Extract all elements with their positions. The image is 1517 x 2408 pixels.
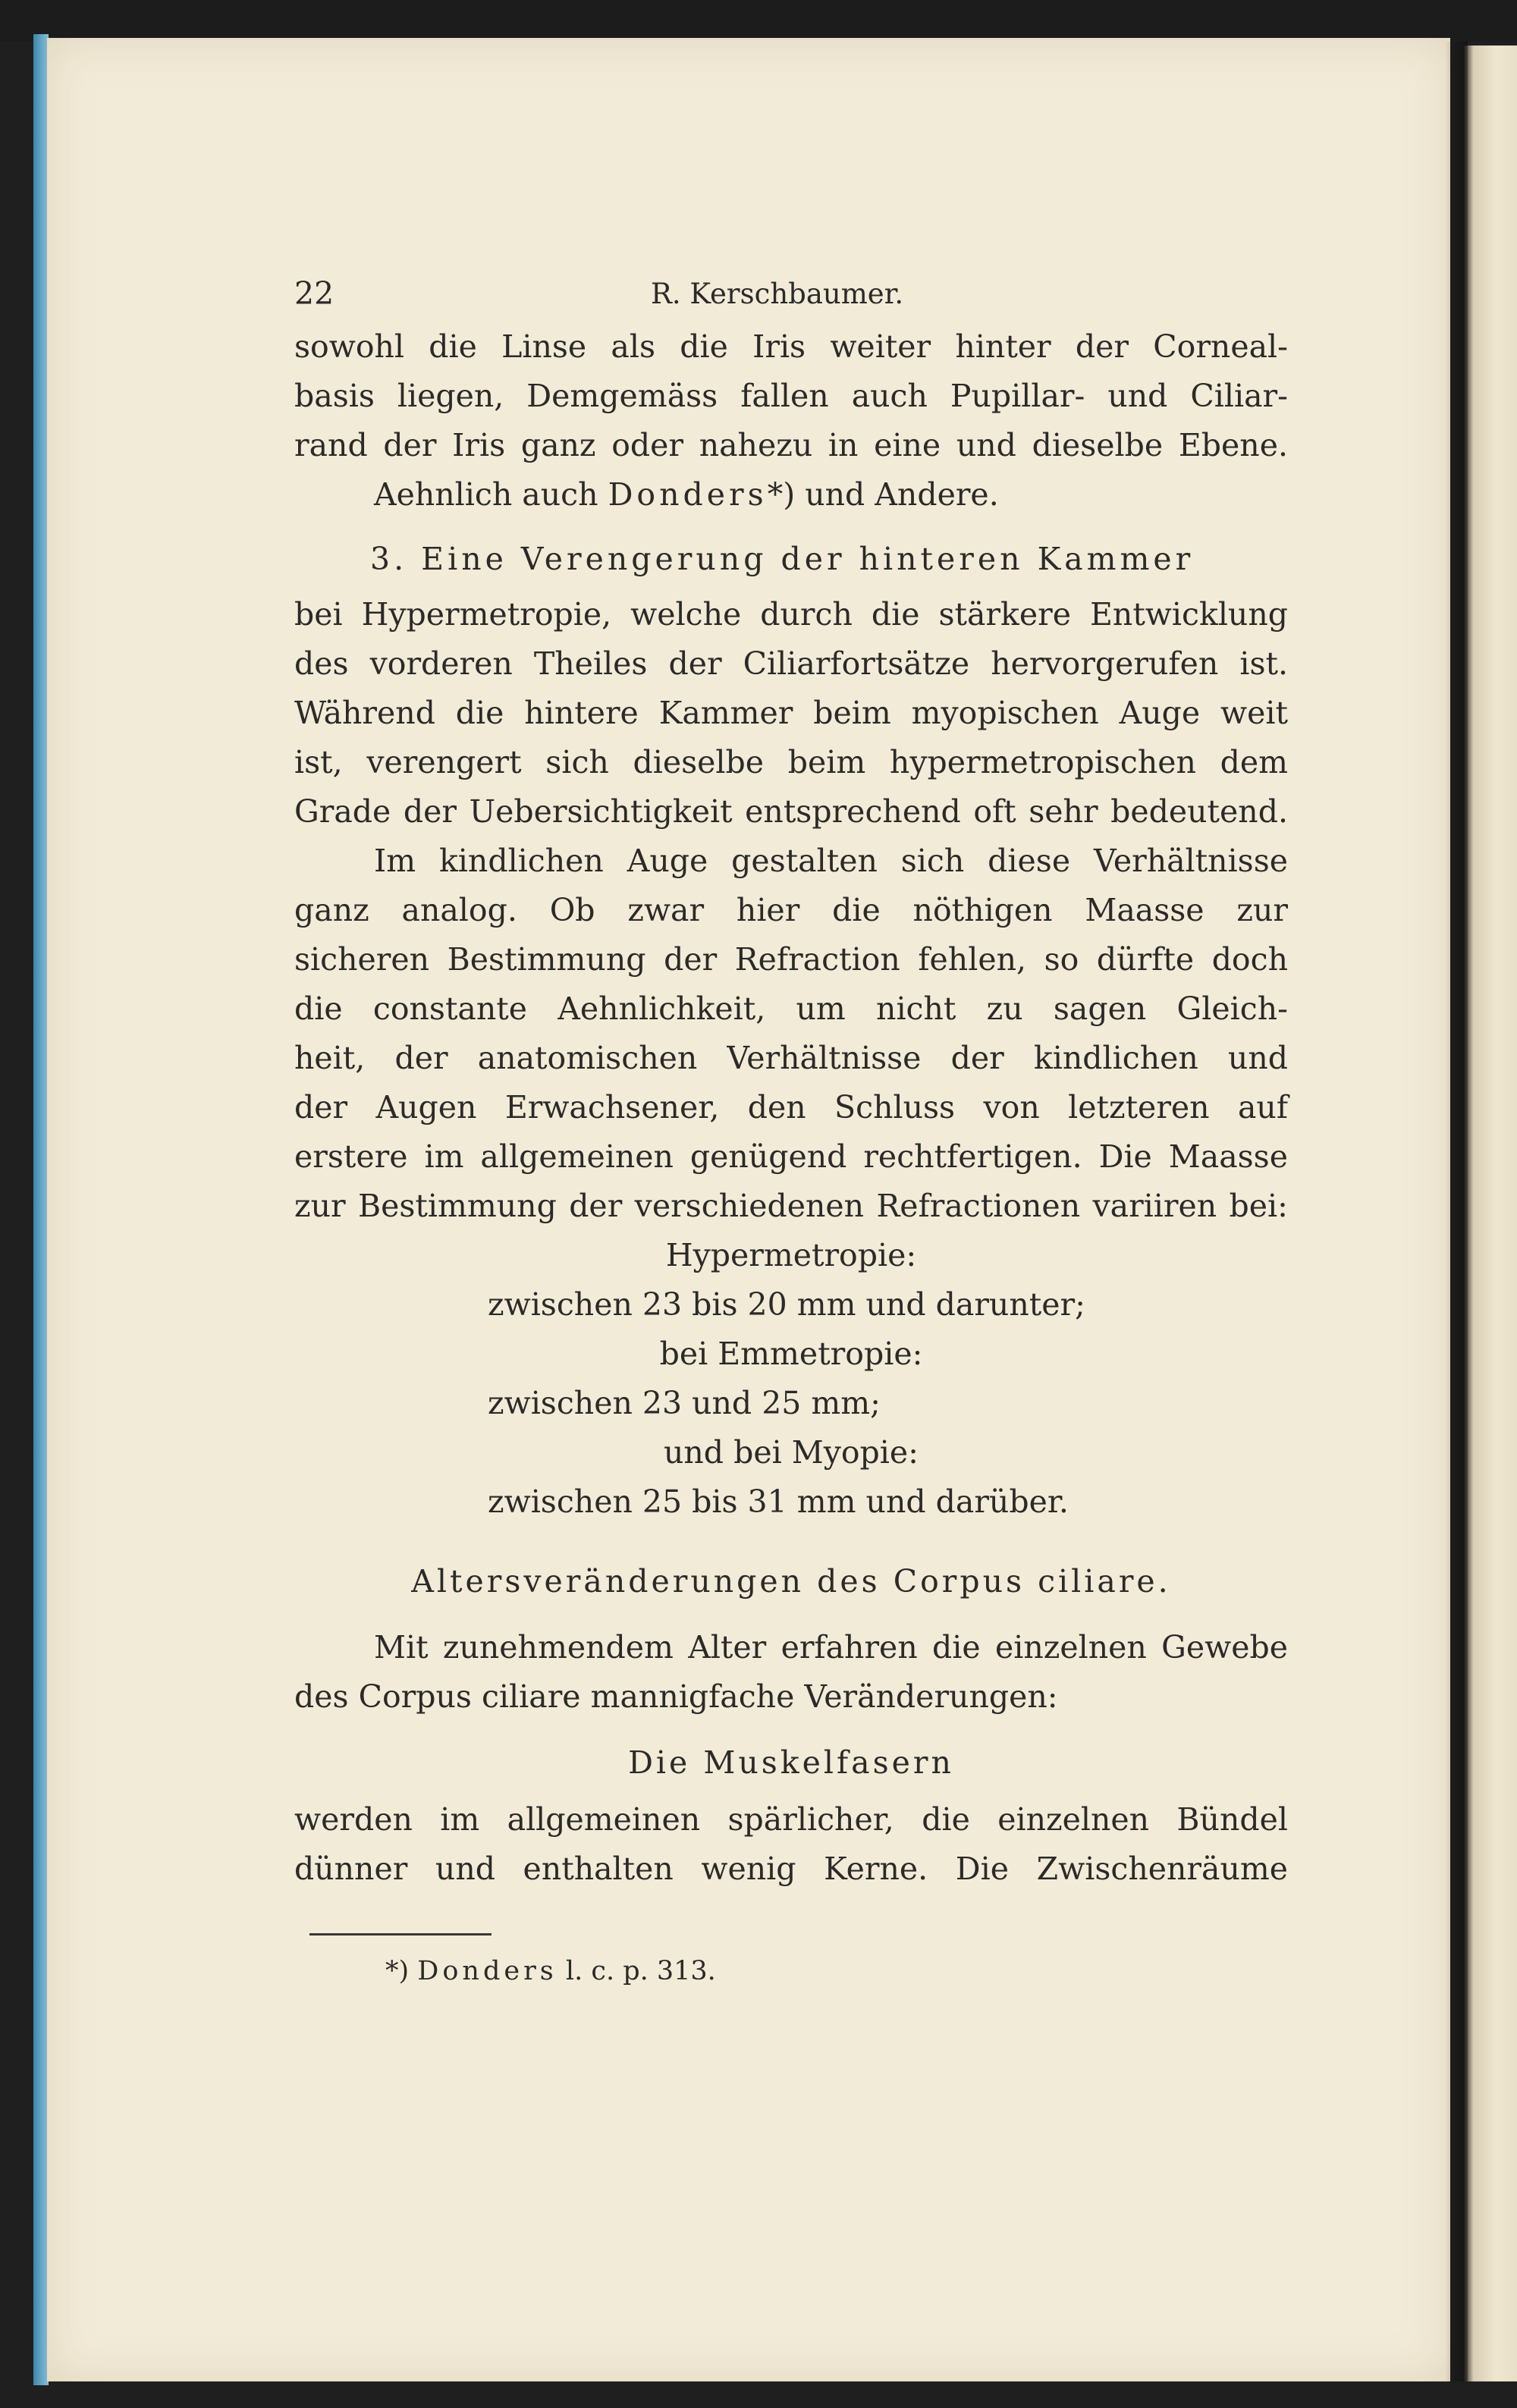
text-line: Mit zunehmendem Alter erfahren die einzelnen Gewebe: [374, 1629, 1288, 1666]
paragraph-6: [294, 1795, 1288, 1894]
text-line: heit, der anatomischen Verhältnisse der kindlichen und: [294, 1040, 1288, 1076]
measurement-list: [294, 1231, 1288, 1527]
author-name: Donders: [608, 476, 768, 513]
footnote-reference: l. c. p. 313.: [557, 1956, 716, 1986]
cover-edge: [33, 34, 49, 2385]
subheading: Die Muskelfasern: [628, 1744, 954, 1781]
measure-label: und bei Myopie:: [663, 1434, 919, 1471]
measure-label: Hypermetropie:: [665, 1237, 917, 1273]
running-head: R. Kerschbaumer.: [651, 278, 904, 310]
numbered-heading: 3. Eine Verengerung der hinteren Kammer: [370, 541, 1195, 577]
text-line: Während die hintere Kammer beim myopischen Auge weit: [294, 695, 1288, 731]
text-line: der Augen Erwachsener, den Schluss von letzteren auf: [294, 1089, 1288, 1126]
text-line: die constante Aehnlichkeit, um nicht zu sagen Gleich-: [294, 991, 1288, 1027]
paragraph-2: [294, 470, 1288, 520]
text-line: erstere im allgemeinen genügend rechtfertigen. Die Maasse: [294, 1138, 1288, 1175]
measure-value: zwischen 23 und 25 mm;: [488, 1385, 881, 1421]
adjacent-page-edge: [1464, 46, 1517, 2381]
text-line: werden im allgemeinen spärlicher, die einzelnen Bündel: [294, 1801, 1288, 1838]
gutter-shadow: [1445, 42, 1468, 2381]
text-line: Im kindlichen Auge gestalten sich diese Verhältnisse: [374, 843, 1288, 879]
footnote-marker: *): [385, 1956, 418, 1986]
text-line: basis liegen, Demgemäss fallen auch Pupillar- und Ciliar-: [294, 378, 1288, 414]
text-line: des Corpus ciliare mannigfache Veränderungen:: [294, 1678, 1058, 1715]
scan-background: [0, 0, 1517, 42]
page-text: [294, 269, 1288, 1990]
text-line: bei Hypermetropie, welche durch die stärkere Entwicklung: [294, 596, 1288, 633]
text-line: sicheren Bestimmung der Refraction fehlen, so dürfte doch: [294, 941, 1288, 978]
text-span: Aehnlich auch: [374, 476, 608, 513]
page-header: [294, 269, 1288, 319]
text-line: Grade der Uebersichtigkeit entsprechend oft sehr bedeutend.: [294, 793, 1288, 830]
page-number: 22: [294, 275, 334, 312]
text-line: ganz analog. Ob zwar hier die nöthigen Maasse zur: [294, 892, 1288, 928]
section-heading: Altersveränderungen des Corpus ciliare.: [411, 1563, 1171, 1600]
paragraph-5: [294, 1623, 1288, 1722]
text-span: *) und Andere.: [767, 476, 999, 513]
paragraph-3: [294, 590, 1288, 837]
measure-value: zwischen 25 bis 31 mm und darüber.: [488, 1483, 1069, 1520]
text-line: sowohl die Linse als die Iris weiter hinter der Corneal-: [294, 328, 1288, 365]
text-line: ist, verengert sich dieselbe beim hypermetropischen dem: [294, 744, 1288, 780]
footnote: [294, 1952, 1288, 1990]
measure-value: zwischen 23 bis 20 mm und darunter;: [488, 1286, 1085, 1323]
text-line: des vorderen Theiles der Ciliarfortsätze hervorgerufen ist.: [294, 645, 1288, 682]
text-line: dünner und enthalten wenig Kerne. Die Zwischenräume: [294, 1851, 1288, 1887]
text-line: rand der Iris ganz oder nahezu in eine und dieselbe Ebene.: [294, 427, 1288, 463]
text-line: zur Bestimmung der verschiedenen Refractionen variiren bei:: [294, 1188, 1288, 1224]
paragraph-1: [294, 322, 1288, 470]
footnote-author: Donders: [417, 1956, 557, 1986]
footnote-rule: [309, 1933, 492, 1936]
measure-label: bei Emmetropie:: [659, 1336, 923, 1372]
paragraph-4: [294, 837, 1288, 1231]
